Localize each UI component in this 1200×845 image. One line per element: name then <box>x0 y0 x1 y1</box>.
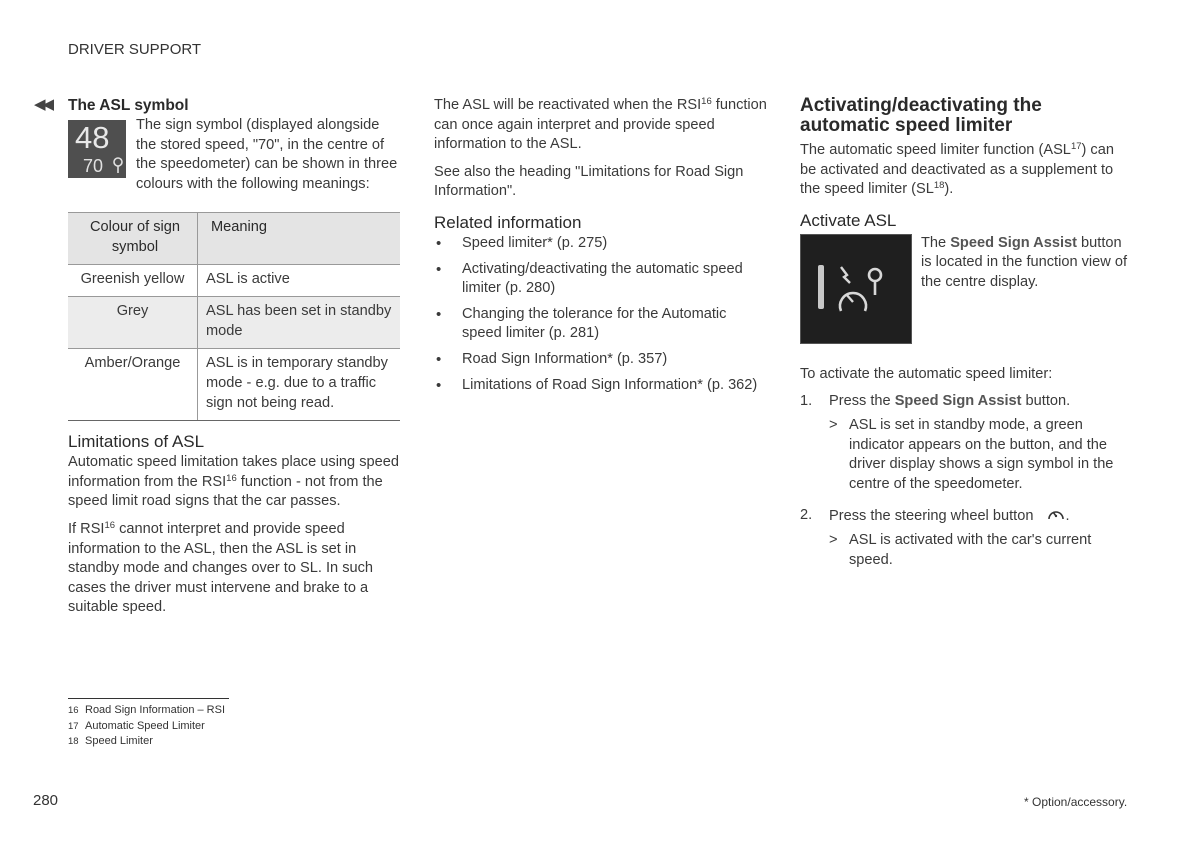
text-run: Press the <box>829 393 895 410</box>
speed-sign-icon <box>68 120 126 178</box>
table-cell-meaning: ASL is active <box>198 264 401 297</box>
result-text: ASL is set in standby mode, a green indicator appears on the button, and the driver display shows a sign symbol in the centre of the speedometer. <box>849 416 1114 492</box>
related-link[interactable]: • Limitations of Road Sign Information* (p. 362) <box>434 376 768 396</box>
asl-symbol-text: The sign symbol (displayed alongside the stored speed, "70", in the centre of the speedometer) can be shown in three colours with the following meanings: <box>136 117 398 192</box>
table-cell-colour: Amber/Orange <box>68 349 198 421</box>
column-2 <box>434 96 768 401</box>
step-result <box>829 416 1132 494</box>
text-run: ) can be activated and deactivated as a supplement to the speed limiter (SL <box>800 142 1114 198</box>
limitations-paragraph-1 <box>68 453 400 512</box>
table-cell-meaning: ASL has been set in standby mode <box>198 297 401 349</box>
intro-paragraph <box>800 141 1132 200</box>
footnote-text: Road Sign Information – RSI <box>85 704 226 716</box>
asl-symbol-heading: The ASL symbol <box>68 97 189 114</box>
footnote-ref: 16 <box>226 472 237 484</box>
activate-asl-heading: Activate ASL <box>800 210 897 230</box>
footnote-number: 18 <box>68 736 79 747</box>
table-row <box>68 297 400 349</box>
footnote-text: Speed Limiter <box>85 735 153 747</box>
text-run: . <box>1065 508 1070 525</box>
step-item <box>800 506 1132 570</box>
table-row <box>68 349 400 421</box>
text-run: button is located in the function view of the centre display. <box>921 234 1128 290</box>
text-run: function can once again interpret and provide speed information to the ASL. <box>434 97 767 153</box>
related-link[interactable]: • Speed limiter* (p. 275) <box>434 234 768 254</box>
step-result <box>829 531 1132 570</box>
colour-meaning-table <box>68 212 400 421</box>
related-information-heading: Related information <box>434 212 582 232</box>
result-text: ASL is activated with the car's current speed. <box>849 531 1092 568</box>
text-run: The <box>921 234 951 251</box>
section-title: DRIVER SUPPORT <box>68 41 202 58</box>
table-header-row <box>68 213 400 264</box>
text-run: cannot interpret and provide speed information to the ASL, then the ASL is set in standby mode and changes over to SL. In such cases the driver must intervene and brake to a suitable speed. <box>68 520 374 616</box>
related-links-list <box>434 234 768 395</box>
footnote-text: Automatic Speed Limiter <box>85 719 205 732</box>
footnote <box>68 734 225 750</box>
text-run: ). <box>944 181 954 198</box>
footnote-number: 17 <box>68 720 79 732</box>
speed-sign-assist-icon <box>801 235 911 343</box>
text-run: If RSI <box>68 520 105 537</box>
sign-value-bottom: 70 <box>83 156 104 176</box>
activation-steps <box>800 392 1132 570</box>
table-header-colour: Colour of sign symbol <box>68 213 198 264</box>
sign-value-top: 48 <box>75 120 110 155</box>
speed-sign-assist-button-image <box>800 234 912 344</box>
main-heading: Activating/deactivating the automatic speed limiter <box>800 95 1042 136</box>
column-3 <box>800 96 1132 570</box>
footnote <box>68 719 225 735</box>
footnote-ref: 16 <box>104 519 116 531</box>
footnote-ref: 18 <box>933 180 945 192</box>
table-cell-colour: Greenish yellow <box>68 264 198 297</box>
footnote-ref: 17 <box>1070 141 1082 152</box>
text-run: Automatic speed limitation takes place using speed information from the RSI <box>68 454 399 490</box>
text-run: Press the steering wheel button <box>829 508 1034 525</box>
table-row <box>68 264 400 297</box>
table-cell-colour: Grey <box>68 297 198 349</box>
steering-wheel-speed-button-icon <box>1046 506 1066 522</box>
footnote-ref: 16 <box>701 96 712 107</box>
see-also-paragraph: See also the heading "Limitations for Road Sign Information". <box>434 163 744 200</box>
continued-arrow-icon: ◀◀ <box>34 96 52 113</box>
table-cell-meaning: ASL is in temporary standby mode - e.g. due to a traffic sign not being read. <box>198 349 401 421</box>
result-marker: > <box>829 416 838 433</box>
footnotes <box>68 703 225 750</box>
text-run: button. <box>1021 393 1071 410</box>
step-number: 2. <box>800 507 813 524</box>
to-activate-text: To activate the automatic speed limiter: <box>800 365 1053 382</box>
text-run: The ASL will be reactivated when the RSI <box>434 97 702 113</box>
text-run: The automatic speed limiter function (ASL <box>800 142 1071 158</box>
step-item <box>800 392 1132 494</box>
result-marker: > <box>829 531 838 548</box>
limitations-heading: Limitations of ASL <box>68 432 205 452</box>
footnote-number: 16 <box>68 705 79 716</box>
column-1 <box>68 96 400 618</box>
sign-marker-icon <box>68 120 126 178</box>
related-link[interactable]: • Changing the tolerance for the Automatic speed limiter (p. 281) <box>434 305 768 344</box>
related-link[interactable]: • Road Sign Information* (p. 357) <box>434 350 768 370</box>
related-link[interactable]: • Activating/deactivating the automatic speed limiter (p. 280) <box>434 260 768 299</box>
page-number: 280 <box>33 792 59 809</box>
text-run: function - not from the speed limit road signs that the car passes. <box>68 473 383 510</box>
footnote-divider <box>68 698 229 699</box>
limitations-paragraph-2 <box>68 520 400 618</box>
footnote <box>68 703 225 719</box>
reactivation-paragraph <box>434 96 768 155</box>
button-name: Speed Sign Assist <box>894 393 1022 410</box>
table-header-meaning: Meaning <box>198 213 401 264</box>
step-number: 1. <box>800 393 813 410</box>
accessory-note: * Option/accessory. <box>1024 795 1128 809</box>
button-name: Speed Sign Assist <box>950 234 1077 251</box>
